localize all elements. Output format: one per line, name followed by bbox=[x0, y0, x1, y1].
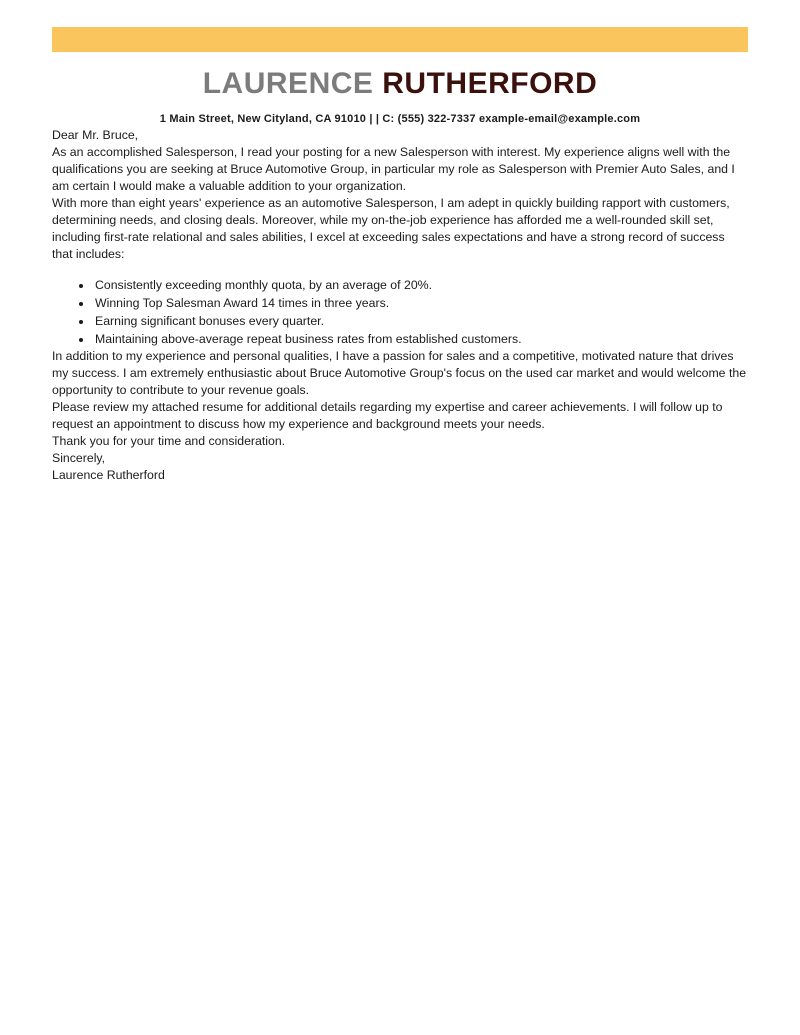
paragraph-introduction: As an accomplished Salesperson, I read your posting for a new Salesperson with interest. My experience aligns well with the qualifications you are seeking at Bruce Automotive Group, in particular my role as Salesperson with Premier Auto Sales, and I am certain I would make a valuable addition to your organization. bbox=[52, 145, 735, 193]
contact-line: 1 Main Street, New Cityland, CA 91010 | | C: (555) 322-7337 example-email@example.com bbox=[159, 113, 641, 125]
list-item: • Winning Top Salesman Award 14 times in three years. bbox=[93, 295, 748, 312]
list-item: • Consistently exceeding monthly quota, by an average of 20%. bbox=[93, 277, 748, 294]
paragraph-motivation: In addition to my experience and personal qualities, I have a passion for sales and a competitive, motivated nature that drives my success. I am extremely enthusiastic about Bruce Automotive Group's focus on the used car market and would welcome the opportunity to contribute to your revenue goals. bbox=[52, 349, 747, 397]
candidate-last-name: RUTHERFORD bbox=[382, 67, 598, 100]
paragraph-followup: Please review my attached resume for additional details regarding my expertise and career achievements. I will follow up to request an appointment to discuss how my experience and background meets your needs. bbox=[52, 400, 723, 431]
greeting: Dear Mr. Bruce, bbox=[52, 128, 139, 142]
letter-body bbox=[0, 127, 800, 484]
letter-header bbox=[0, 66, 800, 127]
signature-name: Laurence Rutherford bbox=[52, 468, 165, 482]
paragraph-experience: With more than eight years' experience as an automotive Salesperson, I am adept in quickly building rapport with customers, determining needs, and closing deals. Moreover, while my on-the-job experience has afforded me a well-rounded skill set, including first-rate relational and sales abilities, I excel at exceeding sales expectations and have a strong record of success that includes: bbox=[52, 196, 730, 261]
candidate-first-name: LAURENCE bbox=[202, 67, 374, 100]
candidate-name bbox=[0, 66, 800, 102]
thank-you-line: Thank you for your time and consideration. bbox=[52, 434, 286, 448]
list-item: • Earning significant bonuses every quarter. bbox=[93, 313, 748, 330]
achievements-list bbox=[52, 277, 748, 348]
signoff-line: Sincerely, bbox=[52, 451, 106, 465]
header-accent-bar bbox=[52, 27, 748, 52]
list-item: • Maintaining above-average repeat business rates from established customers. bbox=[93, 331, 748, 348]
